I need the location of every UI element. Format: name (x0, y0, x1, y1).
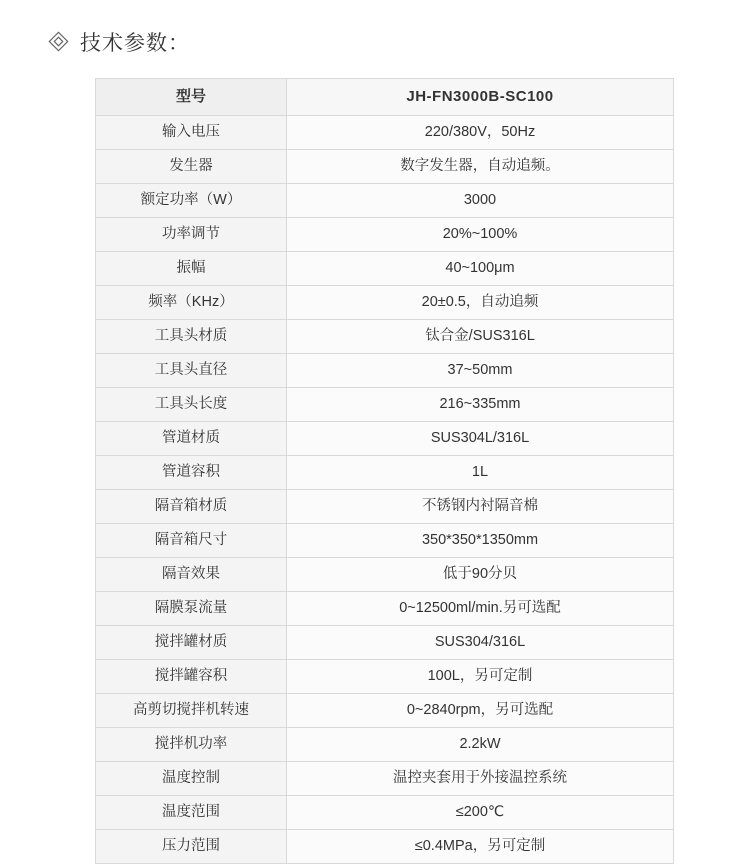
table-cell-label: 搅拌罐容积 (96, 660, 287, 694)
table-row (96, 286, 674, 320)
table-row (96, 762, 674, 796)
table-cell-label: 输入电压 (96, 116, 287, 150)
table-cell-value: SUS304L/316L (287, 422, 674, 456)
table-cell-value: 0~2840rpm，另可选配 (287, 694, 674, 728)
table-row (96, 422, 674, 456)
table-row (96, 830, 674, 864)
table-row (96, 592, 674, 626)
table-row (96, 116, 674, 150)
table-row (96, 694, 674, 728)
table-cell-value: 1L (287, 456, 674, 490)
table-cell-value: 钛合金/SUS316L (287, 320, 674, 354)
table-row (96, 184, 674, 218)
table-cell-label: 发生器 (96, 150, 287, 184)
table-cell-value: 216~335mm (287, 388, 674, 422)
table-row (96, 388, 674, 422)
table-cell-value: 不锈钢内衬隔音棉 (287, 490, 674, 524)
spec-table-container (95, 78, 655, 864)
table-row (96, 558, 674, 592)
table-cell-label: 搅拌罐材质 (96, 626, 287, 660)
table-cell-label: 压力范围 (96, 830, 287, 864)
page-title (0, 0, 750, 64)
table-cell-value: 100L，另可定制 (287, 660, 674, 694)
table-cell-value: 37~50mm (287, 354, 674, 388)
table-cell-value: 40~100μm (287, 252, 674, 286)
table-cell-value: 350*350*1350mm (287, 524, 674, 558)
table-cell-label: 管道材质 (96, 422, 287, 456)
table-cell-label: 温度控制 (96, 762, 287, 796)
table-cell-label: 频率（KHz） (96, 286, 287, 320)
table-cell-value: 0~12500ml/min.另可选配 (287, 592, 674, 626)
table-row (96, 796, 674, 830)
page-title-text: 技术参数： (80, 32, 190, 55)
table-cell-value: ≤200℃ (287, 796, 674, 830)
table-cell-label: 功率调节 (96, 218, 287, 252)
table-cell-label: 隔音箱材质 (96, 490, 287, 524)
table-cell-label: 隔音效果 (96, 558, 287, 592)
table-cell-value: 2.2kW (287, 728, 674, 762)
table-cell-label: 工具头材质 (96, 320, 287, 354)
table-cell-label: 温度范围 (96, 796, 287, 830)
table-header-label: 型号 (96, 79, 287, 116)
diamond-outline-icon (48, 31, 70, 53)
table-row (96, 354, 674, 388)
table-cell-label: 工具头直径 (96, 354, 287, 388)
table-cell-value: 20±0.5，自动追频 (287, 286, 674, 320)
table-cell-label: 管道容积 (96, 456, 287, 490)
table-cell-value: 数字发生器，自动追频。 (287, 150, 674, 184)
table-cell-label: 振幅 (96, 252, 287, 286)
table-cell-value: 温控夹套用于外接温控系统 (287, 762, 674, 796)
table-header-row (96, 79, 674, 116)
table-cell-value: 20%~100% (287, 218, 674, 252)
table-row (96, 728, 674, 762)
table-row (96, 218, 674, 252)
table-row (96, 252, 674, 286)
table-cell-label: 高剪切搅拌机转速 (96, 694, 287, 728)
table-row (96, 150, 674, 184)
spec-table (95, 78, 674, 864)
table-cell-label: 搅拌机功率 (96, 728, 287, 762)
table-cell-label: 额定功率（W） (96, 184, 287, 218)
table-row (96, 626, 674, 660)
table-header-value: JH-FN3000B-SC100 (287, 79, 674, 116)
table-cell-value: 低于90分贝 (287, 558, 674, 592)
table-row (96, 524, 674, 558)
table-row (96, 320, 674, 354)
table-cell-value: 220/380V，50Hz (287, 116, 674, 150)
table-row (96, 490, 674, 524)
table-row (96, 660, 674, 694)
table-cell-label: 工具头长度 (96, 388, 287, 422)
table-cell-value: 3000 (287, 184, 674, 218)
table-cell-label: 隔膜泵流量 (96, 592, 287, 626)
table-row (96, 456, 674, 490)
table-cell-label: 隔音箱尺寸 (96, 524, 287, 558)
table-cell-value: ≤0.4MPa，另可定制 (287, 830, 674, 864)
table-cell-value: SUS304/316L (287, 626, 674, 660)
